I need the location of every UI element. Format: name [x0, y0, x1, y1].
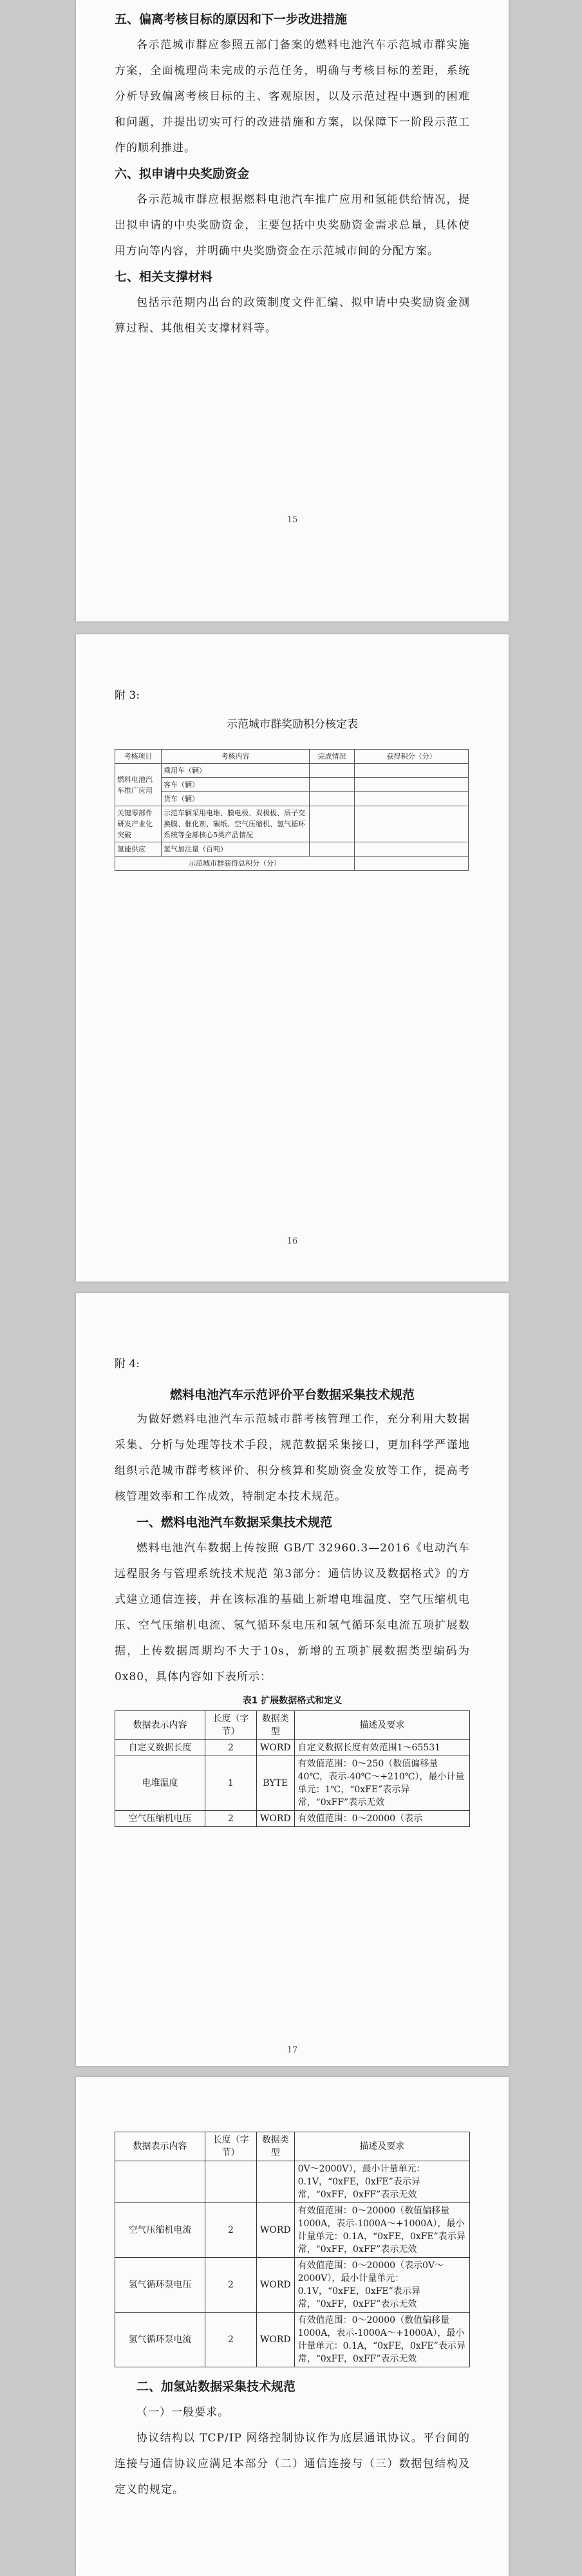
- extension-data-table-continued: [115, 2132, 470, 2367]
- table-row: [115, 1756, 470, 1811]
- section-6-heading: 六、拟申请中央奖励资金: [115, 167, 250, 181]
- section-5-text: 各示范城市群应参照五部门备案的燃料电池汽车示范城市群实施方案，全面梳理尚未完成的示范任务，明确与考核目标的差距，系统分析导致偏离考核目标的主、客观原因，以及示范过程中遇到的困难和问题，并提出切实可行的改进措施和方案，以保障下一阶段示范工作的顺利推进。: [115, 39, 470, 155]
- cell-type: WORD: [257, 1811, 295, 1827]
- cell-type: WORD: [257, 1740, 295, 1756]
- row-score: [355, 806, 469, 842]
- header-cell: 考核项目: [115, 750, 162, 764]
- spec-title: 燃料电池汽车示范评价平台数据采集技术规范: [169, 1388, 415, 1402]
- total-score: [355, 857, 469, 871]
- section-5-heading: 五、偏离考核目标的原因和下一步改进措施: [115, 12, 348, 26]
- row-score: [355, 778, 469, 792]
- row-status: [310, 792, 355, 806]
- row-score: [355, 764, 469, 778]
- cell-name: 氢气循环泵电压: [115, 2258, 205, 2313]
- page-number: 17: [286, 2045, 298, 2055]
- header-cell: 获得积分（分）: [355, 750, 469, 764]
- row-status: [310, 778, 355, 792]
- attachment-label: 附 4:: [115, 1358, 140, 1370]
- cell-desc: 有效值范围：0～20000（数值偏移量1000A，表示-1000A～+1000A），最小计量单元：0.1A，“0xFE，0xFE”表示异常，“0xFF，0xFF”表示无效: [294, 2313, 469, 2367]
- row-content: 乘用车（辆）: [162, 764, 310, 778]
- header-cell: 考核内容: [162, 750, 310, 764]
- table-header-row: [115, 1711, 470, 1740]
- row-status: [310, 842, 355, 857]
- cell-type: WORD: [257, 2313, 295, 2367]
- header-cell: 数据类型: [257, 1711, 295, 1740]
- cell-name: 电堆温度: [115, 1756, 205, 1811]
- header-cell: 数据类型: [257, 2132, 295, 2161]
- cell-length: [205, 2161, 257, 2203]
- row-content: 氢气加注量（百吨）: [162, 842, 310, 857]
- header-cell: 长度（字节）: [205, 1711, 257, 1740]
- document-page-16: [76, 634, 509, 1282]
- cell-type: WORD: [257, 2258, 295, 2313]
- section-7-text: 包括示范期内出台的政策制度文件汇编、拟申请中央奖励资金测算过程、其他相关支撑材料等。: [115, 296, 470, 335]
- table-row: [115, 2203, 470, 2258]
- header-cell: 完成情况: [310, 750, 355, 764]
- table-row: [115, 764, 469, 778]
- table-header-row: [115, 750, 469, 764]
- extension-data-table: [115, 1710, 470, 1827]
- section-1-heading: 一、燃料电池汽车数据采集技术规范: [136, 1515, 333, 1530]
- spec-intro: 为做好燃料电池汽车示范城市群考核管理工作，充分利用大数据采集、分析与处理等技术手段，规范数据采集接口，更加科学严谨地组织示范城市群考核评价、积分核算和奖励资金发放等工作，提高考核管理效率和工作成效，特制定本技术规范。: [115, 1413, 470, 1503]
- section-2-heading: 二、加氢站数据采集技术规范: [136, 2380, 296, 2394]
- section-7-heading: 七、相关支撑材料: [115, 270, 213, 284]
- cell-type: WORD: [257, 2203, 295, 2258]
- table-total-row: [115, 857, 469, 871]
- table-row: [115, 2258, 470, 2313]
- cell-desc: 有效值范围：0～20000（表示0V～2000V），最小计量单元：0.1V，“0xFE，0xFE”表示异常，“0xFF，0xFF”表示无效: [294, 2258, 469, 2313]
- row-content: 示范车辆采用电堆、膜电极、双极板、质子交换膜、催化剂、碳纸、空气压缩机、氢气循环系统等全部核心5类产品情况: [162, 806, 310, 842]
- cell-desc: 有效值范围：0～20000（数值偏移量1000A，表示-1000A～+1000A），最小计量单元：0.1A，“0xFE，0xFE”表示异常，“0xFF，0xFF”表示无效: [294, 2203, 469, 2258]
- cell-name: 氢气循环泵电流: [115, 2313, 205, 2367]
- cell-name: 空气压缩机电流: [115, 2203, 205, 2258]
- row-score: [355, 842, 469, 857]
- document-page-18: [76, 2077, 509, 2576]
- page-number: 16: [286, 1236, 298, 1246]
- cell-desc: 有效值范围：0～20000（表示: [294, 1811, 469, 1827]
- cell-length: 2: [205, 1811, 257, 1827]
- cell-length: 2: [205, 2203, 257, 2258]
- page-number: 15: [286, 515, 298, 525]
- table-row: [115, 806, 469, 842]
- row-item: 关键零部件研发产业化突破: [115, 806, 162, 842]
- attachment-label: 附 3:: [115, 689, 140, 702]
- cell-length: 2: [205, 1740, 257, 1756]
- table-row: [115, 1740, 470, 1756]
- cell-desc: 有效值范围：0～250（数值偏移量40℃，表示-40℃～+210℃），最小计量单元：1℃，“0xFE”表示异常，“0xFF”表示无效: [294, 1756, 469, 1811]
- row-item: 燃料电池汽车推广应用: [115, 764, 162, 806]
- header-cell: 长度（字节）: [205, 2132, 257, 2161]
- cell-desc: 0V～2000V），最小计量单元：0.1V，“0xFE，0xFE”表示异常，“0xFF，0xFF”表示无效: [294, 2161, 469, 2203]
- total-label: 示范城市群获得总积分（分）: [115, 857, 355, 871]
- section-1-text: 燃料电池汽车数据上传按照 GB/T 32960.3—2016《电动汽车远程服务与管理系统技术规范 第3部分：通信协议及数据格式》的方式建立通信连接，并在该标准的基础上新增电堆温度、空气压缩机电压、空气压缩机电流、氢气循环泵电压和氢气循环泵电流五项扩展数据，上传数据周期均不大于10s，新增的五项扩展数据类型编码为0x80，具体内容如下表所示：: [115, 1542, 470, 1683]
- row-status: [310, 764, 355, 778]
- header-cell: 描述及要求: [294, 2132, 469, 2161]
- header-cell: 数据表示内容: [115, 1711, 205, 1740]
- table-row: [115, 792, 469, 806]
- row-content: 客车（辆）: [162, 778, 310, 792]
- header-cell: 数据表示内容: [115, 2132, 205, 2161]
- table-row: [115, 2313, 470, 2367]
- table-row: [115, 1811, 470, 1827]
- score-table: [115, 749, 469, 871]
- row-item: 氢能供应: [115, 842, 162, 857]
- cell-type: BYTE: [257, 1756, 295, 1811]
- cell-length: 1: [205, 1756, 257, 1811]
- cell-desc: 自定义数据长度有效范围1～65531: [294, 1740, 469, 1756]
- document-page-17: [76, 1293, 509, 2066]
- row-score: [355, 792, 469, 806]
- header-cell: 描述及要求: [294, 1711, 469, 1740]
- cell-name: 自定义数据长度: [115, 1740, 205, 1756]
- cell-name: 空气压缩机电压: [115, 1811, 205, 1827]
- subsection-2-1-heading: （一）一般要求。: [136, 2406, 229, 2419]
- table-row: [115, 842, 469, 857]
- section-2-text: 协议结构以 TCP/IP 网络控制协议作为底层通讯协议。平台间的连接与通信协议应满足本部分（二）通信连接与（三）数据包结构及定义的规定。: [115, 2432, 470, 2496]
- table-row: [115, 2161, 470, 2203]
- document-page-15: [76, 0, 509, 621]
- table-1-title: 表1 扩展数据格式和定义: [242, 1696, 343, 1706]
- cell-length: 2: [205, 2313, 257, 2367]
- cell-length: 2: [205, 2258, 257, 2313]
- row-status: [310, 806, 355, 842]
- cell-type: [257, 2161, 295, 2203]
- row-content: 货车（辆）: [162, 792, 310, 806]
- table-row: [115, 778, 469, 792]
- cell-name: [115, 2161, 205, 2203]
- section-6-text: 各示范城市群应根据燃料电池汽车推广应用和氢能供给情况，提出拟申请的中央奖励资金，主要包括中央奖励资金需求总量，具体使用方向等内容，并明确中央奖励资金在示范城市间的分配方案。: [115, 193, 470, 258]
- table-title: 示范城市群奖励积分核定表: [227, 718, 358, 731]
- table-header-row: [115, 2132, 470, 2161]
